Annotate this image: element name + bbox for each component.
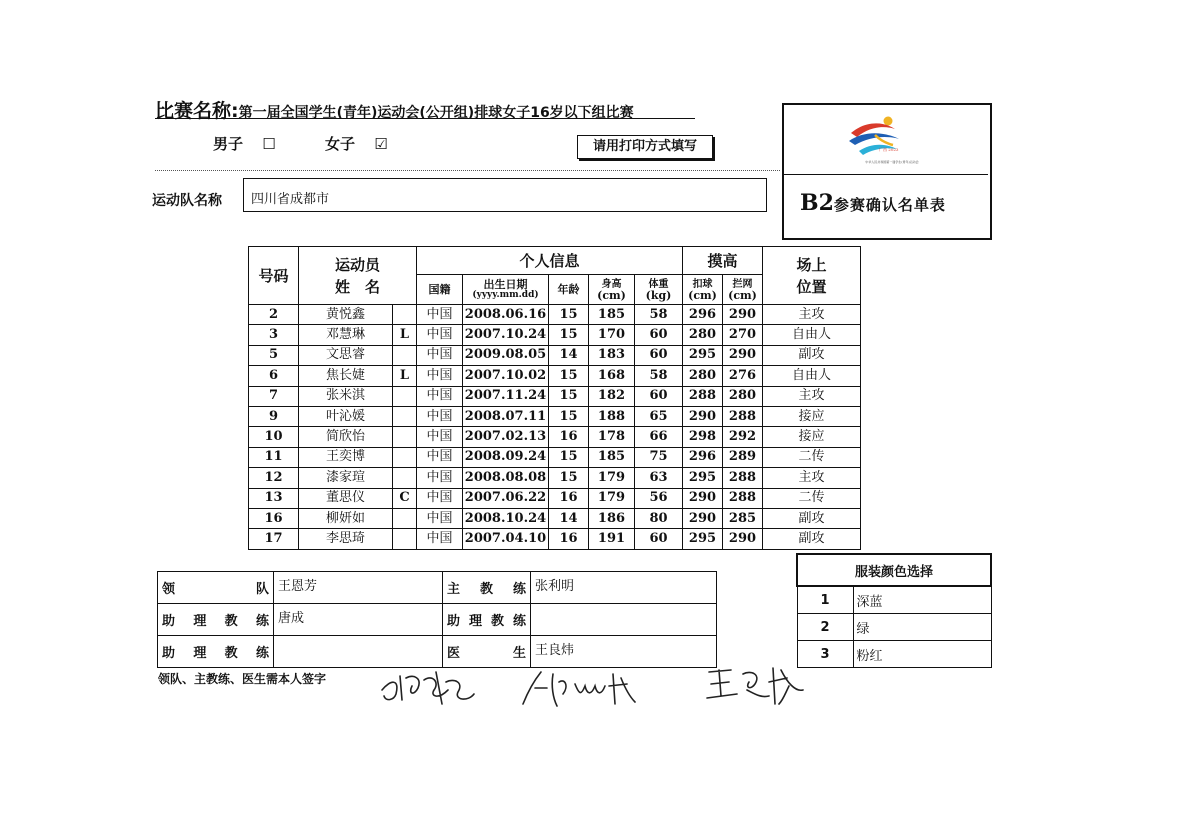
doctor-signature <box>703 660 807 708</box>
cell-spike-reach: 296 <box>683 447 723 467</box>
team-name-value: 四川省成都市 <box>251 192 330 207</box>
cell-role <box>393 508 417 528</box>
col-personal-info-header: 个人信息 <box>417 247 683 275</box>
cell-age: 16 <box>549 529 589 549</box>
cell-height: 179 <box>589 488 635 508</box>
label-char: 教 <box>479 582 493 597</box>
cell-height: 183 <box>589 345 635 365</box>
cell-position: 主攻 <box>763 468 861 488</box>
roster-row <box>249 468 861 488</box>
cell-position: 副攻 <box>763 508 861 528</box>
cell-role <box>393 529 417 549</box>
cell-block-reach: 288 <box>723 488 763 508</box>
col-age-header: 年龄 <box>549 275 589 305</box>
cell-age: 15 <box>549 366 589 386</box>
cell-weight: 75 <box>635 447 683 467</box>
form-name: 参赛确认名单表 <box>833 196 946 214</box>
block-header-label: 拦网 <box>732 278 753 290</box>
label-char: 练 <box>255 614 269 629</box>
cell-nationality: 中国 <box>417 427 463 447</box>
cell-role <box>393 468 417 488</box>
cell-block-reach: 292 <box>723 427 763 447</box>
cell-birth-date: 2008.06.16 <box>463 305 549 325</box>
cell-number: 6 <box>249 366 299 386</box>
female-checkbox[interactable]: ☑ <box>374 135 388 153</box>
cell-name: 漆家瑄 <box>299 468 393 488</box>
cell-number: 16 <box>249 508 299 528</box>
cell-role <box>393 305 417 325</box>
cell-name: 邓慧琳 <box>299 325 393 345</box>
cell-block-reach: 289 <box>723 447 763 467</box>
col-athlete-header <box>299 247 417 305</box>
roster-row <box>249 345 861 365</box>
cell-position: 二传 <box>763 447 861 467</box>
cell-name: 王奕博 <box>299 447 393 467</box>
col-spike-header <box>683 275 723 305</box>
cell-block-reach: 276 <box>723 366 763 386</box>
roster-row <box>249 366 861 386</box>
cell-height: 185 <box>589 447 635 467</box>
cell-number: 11 <box>249 447 299 467</box>
cell-weight: 60 <box>635 345 683 365</box>
roster-body <box>249 305 861 550</box>
cell-spike-reach: 296 <box>683 305 723 325</box>
position-header-line1: 场上 <box>796 255 827 274</box>
logo-sun-shape <box>884 117 893 126</box>
cell-role <box>393 345 417 365</box>
col-height-header <box>589 275 635 305</box>
cell-name: 张米淇 <box>299 386 393 406</box>
cell-name: 柳妍如 <box>299 508 393 528</box>
cell-number: 7 <box>249 386 299 406</box>
leader-label <box>158 572 274 604</box>
cell-spike-reach: 290 <box>683 508 723 528</box>
cell-age: 15 <box>549 305 589 325</box>
games-logo-icon <box>845 113 905 161</box>
male-label: 男子 <box>213 135 244 153</box>
label-char: 练 <box>255 646 269 661</box>
label-char: 助 <box>162 646 176 661</box>
form-title <box>800 190 946 216</box>
cell-nationality: 中国 <box>417 366 463 386</box>
cell-spike-reach: 290 <box>683 406 723 426</box>
spike-header-label: 扣球 <box>692 278 713 290</box>
male-option[interactable] <box>213 133 276 154</box>
competition-label: 比赛名称: <box>155 100 239 122</box>
cell-weight: 60 <box>635 386 683 406</box>
cell-position: 副攻 <box>763 345 861 365</box>
height-header-label: 身高 <box>601 278 622 290</box>
roster-row <box>249 488 861 508</box>
label-char: 主 <box>447 582 461 597</box>
coach-signature <box>517 664 667 710</box>
cell-block-reach: 288 <box>723 406 763 426</box>
cell-height: 185 <box>589 305 635 325</box>
cell-role <box>393 447 417 467</box>
cell-birth-date: 2008.10.24 <box>463 508 549 528</box>
cell-age: 14 <box>549 508 589 528</box>
label-char: 领 <box>162 582 176 597</box>
uniform-option-color: 绿 <box>853 614 991 641</box>
cell-nationality: 中国 <box>417 345 463 365</box>
cell-block-reach: 290 <box>723 305 763 325</box>
roster-row <box>249 305 861 325</box>
uniform-option-color: 深蓝 <box>853 586 991 614</box>
dotted-divider <box>155 170 780 171</box>
birth-header-format: (yyyy.mm.dd) <box>472 289 539 300</box>
col-position-header <box>763 247 861 305</box>
cell-weight: 58 <box>635 305 683 325</box>
weight-header-label: 体重 <box>648 278 669 290</box>
roster-table <box>248 246 861 550</box>
cell-position: 副攻 <box>763 529 861 549</box>
cell-height: 188 <box>589 406 635 426</box>
cell-nationality: 中国 <box>417 508 463 528</box>
male-checkbox[interactable]: ☐ <box>262 135 276 153</box>
cell-position: 二传 <box>763 488 861 508</box>
col-reach-header: 摸高 <box>683 247 763 275</box>
print-instruction-badge: 请用打印方式填写 <box>577 135 713 159</box>
logo-year-text: 广西 2023 <box>879 147 899 152</box>
cell-spike-reach: 288 <box>683 386 723 406</box>
cell-weight: 56 <box>635 488 683 508</box>
staff-row-2 <box>158 604 717 636</box>
col-birth-header <box>463 275 549 305</box>
cell-spike-reach: 295 <box>683 529 723 549</box>
assistant-coach-field-1[interactable]: 唐成 <box>274 604 443 636</box>
logo-caption: 中华人民共和国第一届学生(青年)运动会 <box>865 160 919 164</box>
cell-age: 14 <box>549 345 589 365</box>
cell-spike-reach: 280 <box>683 325 723 345</box>
female-option[interactable] <box>325 133 388 154</box>
cell-age: 15 <box>549 468 589 488</box>
form-title-divider <box>782 174 988 175</box>
cell-block-reach: 280 <box>723 386 763 406</box>
cell-name: 文思睿 <box>299 345 393 365</box>
label-char: 助 <box>447 614 461 629</box>
roster-row <box>249 406 861 426</box>
cell-height: 168 <box>589 366 635 386</box>
cell-position: 主攻 <box>763 386 861 406</box>
roster-row <box>249 325 861 345</box>
cell-birth-date: 2007.10.02 <box>463 366 549 386</box>
cell-weight: 58 <box>635 366 683 386</box>
label-char: 队 <box>255 582 269 597</box>
roster-header <box>249 247 861 305</box>
label-char: 理 <box>468 614 482 629</box>
cell-nationality: 中国 <box>417 447 463 467</box>
assistant-coach-field-2[interactable] <box>531 604 717 636</box>
form-code: B2 <box>800 190 834 216</box>
cell-weight: 65 <box>635 406 683 426</box>
cell-spike-reach: 295 <box>683 345 723 365</box>
cell-nationality: 中国 <box>417 488 463 508</box>
cell-block-reach: 288 <box>723 468 763 488</box>
assistant-coach-label-2 <box>443 604 531 636</box>
cell-name: 叶沁媛 <box>299 406 393 426</box>
uniform-option-3[interactable] <box>797 641 991 668</box>
uniform-option-number: 2 <box>797 614 853 641</box>
position-header-line2: 位置 <box>796 277 827 296</box>
cell-block-reach: 270 <box>723 325 763 345</box>
cell-role: L <box>393 366 417 386</box>
cell-nationality: 中国 <box>417 406 463 426</box>
cell-role <box>393 406 417 426</box>
uniform-option-2[interactable] <box>797 614 991 641</box>
cell-height: 186 <box>589 508 635 528</box>
weight-header-unit: (kg) <box>645 288 672 302</box>
cell-name: 董思仪 <box>299 488 393 508</box>
cell-spike-reach: 295 <box>683 468 723 488</box>
cell-name: 焦长婕 <box>299 366 393 386</box>
cell-birth-date: 2007.04.10 <box>463 529 549 549</box>
cell-name: 黄悦鑫 <box>299 305 393 325</box>
label-char: 理 <box>193 646 207 661</box>
cell-nationality: 中国 <box>417 529 463 549</box>
cell-role <box>393 386 417 406</box>
cell-weight: 60 <box>635 529 683 549</box>
label-char: 教 <box>224 646 238 661</box>
cell-age: 15 <box>549 325 589 345</box>
col-weight-header <box>635 275 683 305</box>
signature-instruction: 领队、主教练、医生需本人签字 <box>158 672 327 686</box>
uniform-option-number: 1 <box>797 586 853 614</box>
spike-header-unit: (cm) <box>688 288 717 302</box>
cell-birth-date: 2008.09.24 <box>463 447 549 467</box>
cell-age: 15 <box>549 447 589 467</box>
leader-signature <box>378 660 478 708</box>
cell-role: C <box>393 488 417 508</box>
cell-age: 16 <box>549 488 589 508</box>
cell-position: 自由人 <box>763 366 861 386</box>
label-char: 助 <box>162 614 176 629</box>
col-block-header <box>723 275 763 305</box>
cell-weight: 66 <box>635 427 683 447</box>
roster-row <box>249 386 861 406</box>
head-coach-field[interactable]: 张利明 <box>531 572 717 604</box>
col-nationality-header: 国籍 <box>417 275 463 305</box>
cell-age: 15 <box>549 386 589 406</box>
cell-number: 5 <box>249 345 299 365</box>
athlete-header-line1: 运动员 <box>334 255 380 274</box>
head-coach-label <box>443 572 531 604</box>
cell-birth-date: 2007.06.22 <box>463 488 549 508</box>
cell-number: 9 <box>249 406 299 426</box>
cell-nationality: 中国 <box>417 305 463 325</box>
cell-number: 17 <box>249 529 299 549</box>
roster-row <box>249 427 861 447</box>
cell-number: 2 <box>249 305 299 325</box>
staff-row-1 <box>158 572 717 604</box>
cell-name: 李思琦 <box>299 529 393 549</box>
cell-position: 接应 <box>763 406 861 426</box>
cell-height: 178 <box>589 427 635 447</box>
cell-weight: 63 <box>635 468 683 488</box>
uniform-option-number: 3 <box>797 641 853 668</box>
female-label: 女子 <box>325 135 356 153</box>
cell-height: 170 <box>589 325 635 345</box>
assistant-coach-label-3 <box>158 636 274 668</box>
label-char: 教 <box>224 614 238 629</box>
cell-number: 13 <box>249 488 299 508</box>
roster-row <box>249 529 861 549</box>
cell-number: 3 <box>249 325 299 345</box>
label-char: 理 <box>193 614 207 629</box>
height-header-unit: (cm) <box>597 288 626 302</box>
cell-birth-date: 2007.10.24 <box>463 325 549 345</box>
label-char: 练 <box>512 614 526 629</box>
leader-field[interactable]: 王恩芳 <box>274 572 443 604</box>
cell-age: 16 <box>549 427 589 447</box>
label-char: 生 <box>512 646 526 661</box>
cell-role <box>393 427 417 447</box>
cell-spike-reach: 280 <box>683 366 723 386</box>
cell-birth-date: 2008.07.11 <box>463 406 549 426</box>
roster-row <box>249 508 861 528</box>
cell-block-reach: 290 <box>723 345 763 365</box>
cell-block-reach: 285 <box>723 508 763 528</box>
cell-age: 15 <box>549 406 589 426</box>
uniform-color-table <box>796 553 992 668</box>
cell-weight: 80 <box>635 508 683 528</box>
cell-height: 191 <box>589 529 635 549</box>
cell-position: 主攻 <box>763 305 861 325</box>
label-char: 医 <box>447 646 461 661</box>
cell-role: L <box>393 325 417 345</box>
cell-birth-date: 2009.08.05 <box>463 345 549 365</box>
label-char: 练 <box>512 582 526 597</box>
roster-row <box>249 447 861 467</box>
athlete-header-line2: 姓 名 <box>334 277 380 296</box>
label-char: 教 <box>490 614 504 629</box>
cell-birth-date: 2007.11.24 <box>463 386 549 406</box>
cell-spike-reach: 290 <box>683 488 723 508</box>
team-name-label: 运动队名称 <box>152 193 222 209</box>
cell-name: 简欣怡 <box>299 427 393 447</box>
cell-number: 10 <box>249 427 299 447</box>
assistant-coach-label-1 <box>158 604 274 636</box>
cell-height: 182 <box>589 386 635 406</box>
staff-table <box>157 571 717 668</box>
cell-nationality: 中国 <box>417 386 463 406</box>
uniform-option-1[interactable] <box>797 586 991 614</box>
cell-weight: 60 <box>635 325 683 345</box>
cell-nationality: 中国 <box>417 468 463 488</box>
title-underline <box>155 118 695 119</box>
cell-birth-date: 2007.02.13 <box>463 427 549 447</box>
cell-position: 接应 <box>763 427 861 447</box>
cell-nationality: 中国 <box>417 325 463 345</box>
cell-number: 12 <box>249 468 299 488</box>
birth-header-label: 出生日期 <box>483 277 528 291</box>
uniform-option-color: 粉红 <box>853 641 991 668</box>
col-number-header: 号码 <box>249 247 299 305</box>
cell-height: 179 <box>589 468 635 488</box>
cell-block-reach: 290 <box>723 529 763 549</box>
block-header-unit: (cm) <box>728 288 757 302</box>
doctor-field[interactable]: 王良炜 <box>531 636 717 668</box>
cell-position: 自由人 <box>763 325 861 345</box>
cell-birth-date: 2008.08.08 <box>463 468 549 488</box>
cell-spike-reach: 298 <box>683 427 723 447</box>
uniform-color-title: 服装颜色选择 <box>797 554 991 586</box>
competition-name: 第一届全国学生(青年)运动会(公开组)排球女子16岁以下组比赛 <box>238 105 634 121</box>
